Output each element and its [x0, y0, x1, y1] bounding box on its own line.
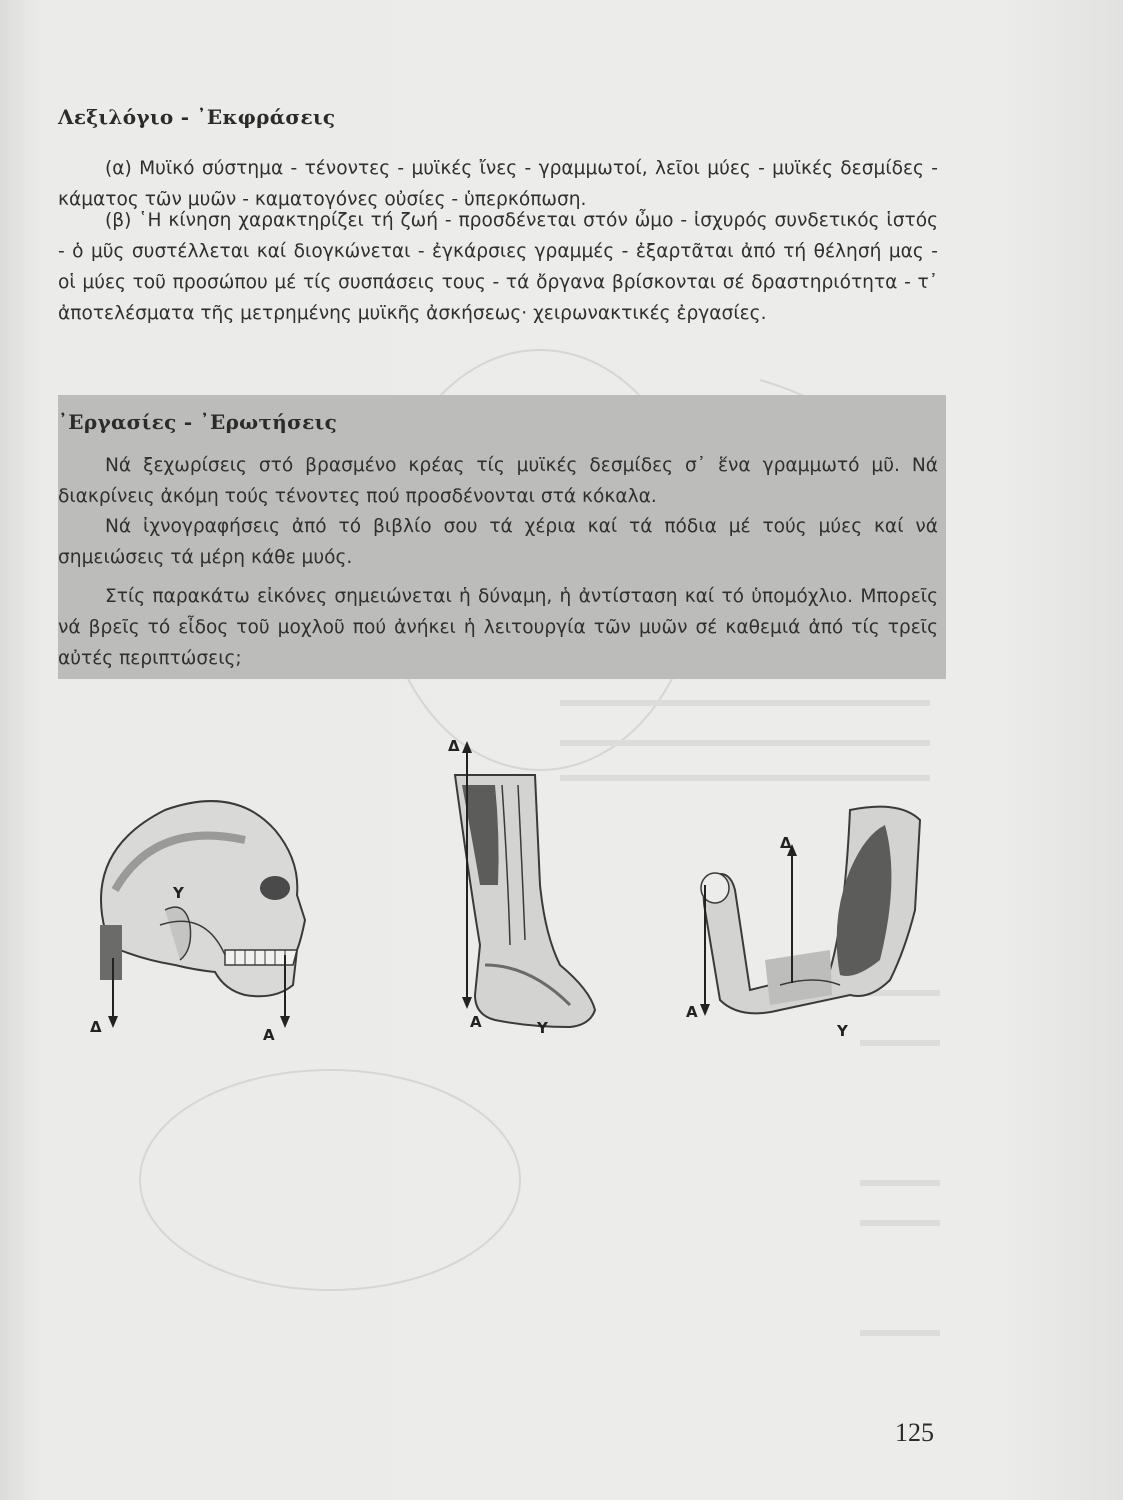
skull-illustration: [100, 801, 305, 996]
exercise-item-3: Στίς παρακάτω εἰκόνες σημειώνεται ἡ δύναμη, ἡ ἀντίσταση καί τό ὑπομόχλιο. Μπορεῖς νά βρεῖς τό εἶδος τοῦ μοχλοῦ πού ἀνήκει ἡ λειτουργία τῶν μυῶν σέ καθεμιά ἀπό τίς τρεῖς αὐτές περιπτώσεις;: [58, 586, 938, 669]
arm-resistance-label: Α: [686, 1003, 698, 1021]
leg-force-label: Δ: [448, 737, 460, 755]
arm-lever-figure: [680, 800, 950, 1050]
arm-illustration: [701, 807, 920, 1014]
skull-resistance-label: Α: [263, 1026, 275, 1044]
vocabulary-paragraph-b: (β) ῾Η κίνηση χαρακτηρίζει τή ζωή - προσδένεται στόν ὦμο - ἰσχυρός συνδετικός ἱστός - ὁ μῦς συστέλλεται καί διογκώνεται - ἐγκάρσιες γραμμές - ἐξαρτᾶται ἀπό τή θέλησή μας - οἱ μύες τοῦ προσώπου μέ τίς συσπάσεις τους - τά ὄργανα βρίσκονται σέ δραστηριότητα - τ᾿ ἀποτελέσματα τῆς μετρημένης μυϊκῆς ἀσκήσεως· χειρωνακτικές ἐργασίες.: [58, 210, 938, 324]
leg-illustration: [455, 775, 595, 1027]
skull-fulcrum-label: Υ: [173, 884, 184, 902]
arm-force-label: Δ: [780, 834, 792, 852]
leg-fulcrum-label: Υ: [537, 1019, 548, 1037]
arm-fulcrum-label: Υ: [837, 1022, 848, 1040]
vocabulary-paragraph-a: (α) Μυϊκό σύστημα - τένοντες - μυϊκές ἴνες - γραμμωτοί, λεῖοι μύες - μυϊκές δεσμίδες - κάματος τῶν μυῶν - καματογόνες οὐσίες - ὑπερκόπωση.: [58, 158, 938, 210]
leg-resistance-label: Α: [470, 1013, 482, 1031]
skull-force-label: Δ: [90, 1018, 102, 1036]
vocabulary-heading: Λεξιλόγιο - ᾿Εκφράσεις: [58, 105, 336, 129]
page-number: 125: [895, 1418, 934, 1447]
exercises-heading: ᾿Εργασίες - ᾿Ερωτήσεις: [58, 410, 338, 434]
skull-lever-figure: [75, 790, 335, 1050]
exercise-item-1: Νά ξεχωρίσεις στό βρασμένο κρέας τίς μυϊκές δεσμίδες σ᾿ ἕνα γραμμωτό μῦ. Νά διακρίνεις ἀκόμη τούς τένοντες πού προσδένονται στά κόκαλα.: [58, 455, 938, 507]
exercise-item-2: Νά ἰχνογραφήσεις ἀπό τό βιβλίο σου τά χέρια καί τά πόδια μέ τούς μύες καί νά σημειώσεις τά μέρη κάθε μυός.: [58, 516, 938, 568]
leg-lever-figure: [440, 735, 610, 1045]
